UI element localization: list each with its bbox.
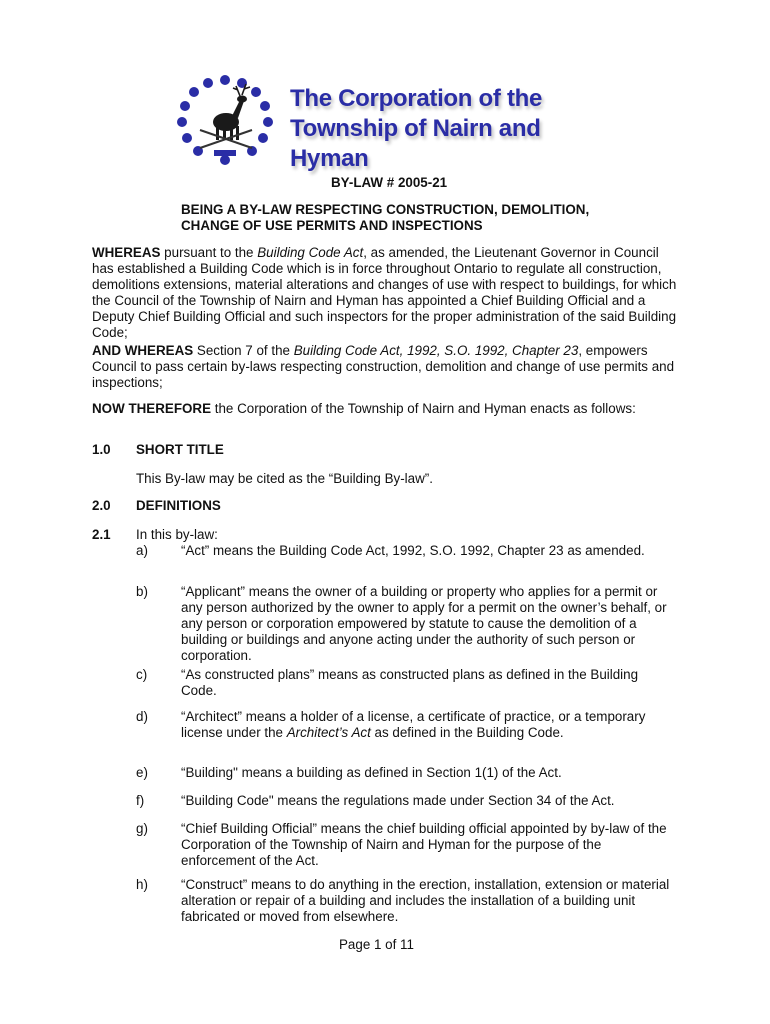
and-whereas-rest: , empowers Council to pass certain by-laws respecting construction, demolition and change of use permits and inspections;	[92, 343, 675, 390]
corporation-title	[290, 84, 590, 174]
whereas-rest: , as amended, the Lieutenant Governor in Council has established a Building Code which is in force throughout Ontario to regulate all construction, demolitions extensions, material alterations and changes of use with respect to buildings, for which the Council of the Township of Nairn and Hyman has appointed a Chief Building Official and a Deputy Chief Building Official and such inspectors for the proper administration of the said Building Code;	[92, 245, 677, 340]
definition-label: d)	[136, 709, 148, 724]
now-therefore-rest: the Corporation of the Township of Nairn and Hyman enacts as follows:	[211, 401, 636, 416]
definition-label: h)	[136, 877, 148, 892]
and-whereas-act-name: Building Code Act, 1992, S.O. 1992, Chapter 23	[293, 343, 579, 358]
now-therefore-lead: NOW THEREFORE	[92, 401, 212, 416]
section-2-title: DEFINITIONS	[136, 498, 221, 513]
section-1-title: SHORT TITLE	[136, 442, 224, 457]
definition-label: e)	[136, 765, 148, 780]
definition-text: “Chief Building Official” means the chief building official appointed by by-law of the Corporation of the Township of Nairn and Hyman for the purpose of the enforcement of the Act.	[181, 821, 667, 868]
letterhead	[170, 70, 590, 170]
definition-text-pre: “Architect” means a holder of a license, a certificate of practice, or a temporary license under the	[181, 709, 646, 740]
definition-text: “Building" means a building as defined in Section 1(1) of the Act.	[181, 765, 562, 780]
now-therefore-paragraph	[92, 401, 652, 417]
section-1-text: This By-law may be cited as the “Building By-law”.	[136, 471, 433, 486]
bylaw-title-line1: BEING A BY-LAW RESPECTING CONSTRUCTION, DEMOLITION,	[181, 202, 590, 217]
corporation-title-line2: Township of Nairn and Hyman	[290, 115, 541, 172]
definition-label: c)	[136, 667, 148, 682]
definition-text: “Construct” means to do anything in the erection, installation, extension or material alteration or repair of a building and includes the installation of a building unit fabricated or moved from elsewhere.	[181, 877, 670, 924]
section-2-1-text: In this by-law:	[136, 527, 218, 542]
definition-label: a)	[136, 543, 148, 558]
bylaw-title-line2: CHANGE OF USE PERMITS AND INSPECTIONS	[181, 218, 483, 233]
whereas-act-name: Building Code Act	[257, 245, 364, 260]
section-2-1-number: 2.1	[92, 527, 111, 542]
definition-text	[181, 709, 671, 741]
definition-text: “As constructed plans” means as constructed plans as defined in the Building Code.	[181, 667, 639, 698]
definition-label: f)	[136, 793, 145, 808]
definition-text: “Building Code" means the regulations made under Section 34 of the Act.	[181, 793, 615, 808]
and-whereas-paragraph	[92, 343, 684, 391]
and-whereas-lead: AND WHEREAS	[92, 343, 194, 358]
and-whereas-pre: Section 7 of the	[193, 343, 294, 358]
section-1-number: 1.0	[92, 442, 111, 457]
definition-text: “Act” means the Building Code Act, 1992, S.O. 1992, Chapter 23 as amended.	[181, 543, 645, 558]
corporation-title-line1: The Corporation of the	[290, 85, 543, 112]
whereas-pre: pursuant to the	[160, 245, 258, 260]
section-2-number: 2.0	[92, 498, 111, 513]
whereas-paragraph	[92, 245, 684, 341]
bylaw-number: BY-LAW # 2005-21	[331, 175, 448, 190]
definition-label: b)	[136, 584, 148, 599]
whereas-lead: WHEREAS	[92, 245, 161, 260]
page-number: Page 1 of 11	[339, 937, 414, 952]
township-crest-icon	[170, 70, 280, 170]
definition-act-name: Architect’s Act	[286, 725, 371, 740]
definition-text: “Applicant” means the owner of a building or property who applies for a permit or any person authorized by the owner to apply for a permit on the owner’s behalf, or any person or corporation empowered by statute to cause the demolition of a building or buildings and anyone acting under the authority of such person or corporation.	[181, 584, 667, 663]
definition-text-rest: as defined in the Building Code.	[370, 725, 564, 740]
definition-label: g)	[136, 821, 148, 836]
